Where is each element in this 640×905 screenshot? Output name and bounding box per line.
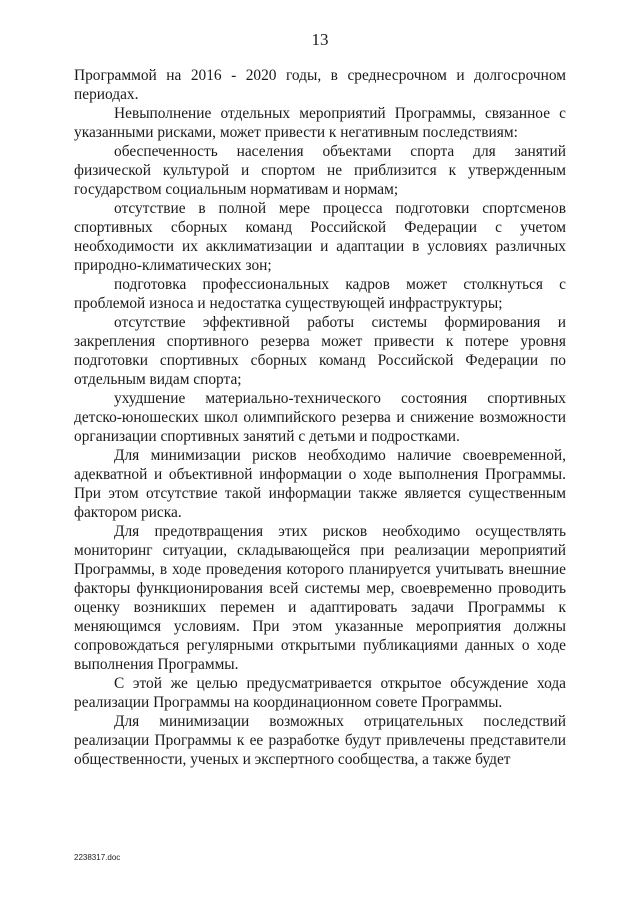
list-item-paragraph: отсутствие эффективной работы системы формирования и закрепления спортивного резерва может привести к потере уровня подготовки спортивных сборных команд Российской Федерации по отдельным видам спорта;: [74, 314, 566, 388]
list-item-paragraph: ухудшение материально-технического состояния спортивных детско-юношеских школ олимпийского резерва и снижение возможности организации спортивных занятий с детьми и подростками.: [74, 390, 566, 445]
paragraph: Для минимизации рисков необходимо наличие своевременной, адекватной и объективной информации о ходе выполнения Программы. При этом отсутствие такой информации также является существенным фактором риска.: [74, 447, 566, 521]
paragraph: Для минимизации возможных отрицательных последствий реализации Программы к ее разработке будут привлечены представители общественности, ученых и экспертного сообщества, а также будет: [74, 713, 566, 768]
list-item-paragraph: подготовка профессиональных кадров может столкнуться с проблемой износа и недостатка существующей инфраструктуры;: [74, 276, 566, 312]
paragraph: Для предотвращения этих рисков необходимо осуществлять мониторинг ситуации, складывающейся при реализации мероприятий Программы, в ходе проведения которого планируется учитывать внешние факторы функционирования всей системы мер, своевременно проводить оценку возникших перемен и адаптировать задачи Программы к меняющимся условиям. При этом указанные мероприятия должны сопровождаться регулярными открытыми публикациями данных о ходе выполнения Программы.: [74, 523, 566, 673]
paragraph: Невыполнение отдельных мероприятий Программы, связанное с указанными рисками, может привести к негативным последствиям:: [74, 105, 566, 141]
list-item-paragraph: обеспеченность населения объектами спорта для занятий физической культурой и спортом не приблизится к утвержденным государством социальным нормативам и нормам;: [74, 143, 566, 198]
document-body: [74, 66, 566, 769]
paragraph-continuation: Программой на 2016 - 2020 годы, в среднесрочном и долгосрочном периодах.: [74, 67, 566, 103]
list-item-paragraph: отсутствие в полной мере процесса подготовки спортсменов спортивных сборных команд Российской Федерации с учетом необходимости их акклиматизации и адаптации в условиях различных природно-климатических зон;: [74, 200, 566, 274]
document-file-code: 2238317.doc: [74, 853, 121, 862]
paragraph: С этой же целью предусматривается открытое обсуждение хода реализации Программы на координационном совете Программы.: [74, 675, 566, 711]
page-number: 13: [311, 30, 329, 49]
